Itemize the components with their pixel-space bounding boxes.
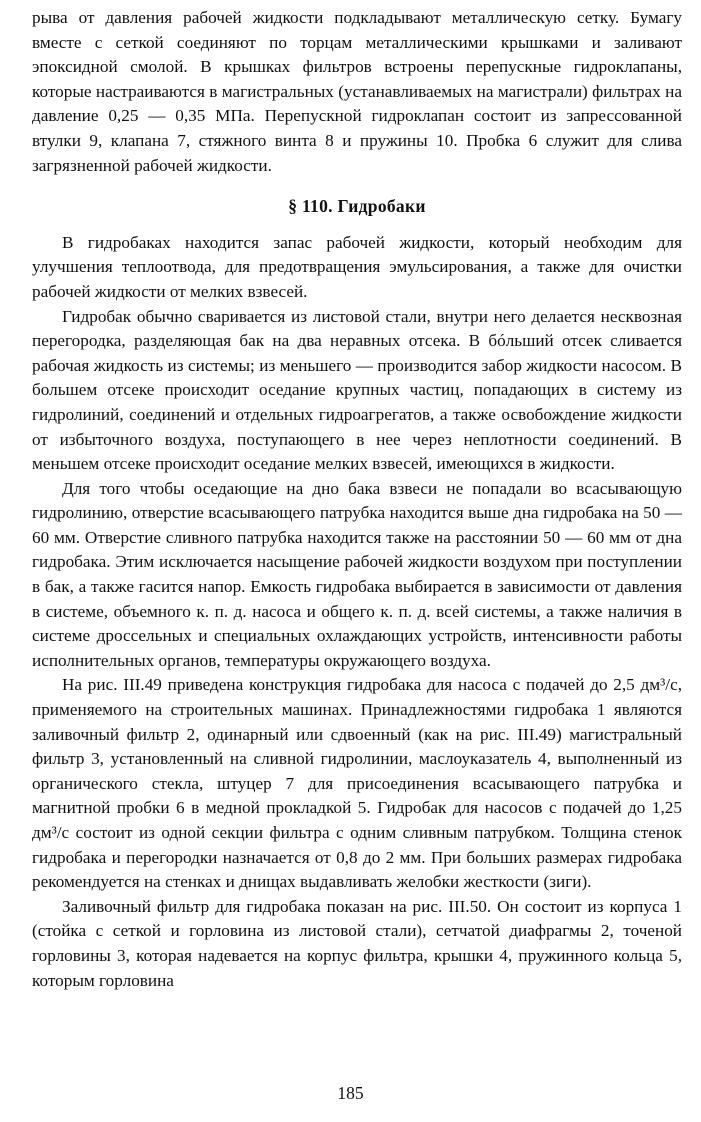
document-page <box>32 6 682 993</box>
paragraph-3: Для того чтобы оседающие на дно бака взвеси не попадали во всасывающую гидролинию, отверстие всасывающего патрубка находится выше дна гидробака на 50 — 60 мм. Отверстие сливного патрубка находится также на расстоянии 50 — 60 мм от дна гидробака. Этим исключается насыщение рабочей жидкости воздухом при поступлении в бак, а также гасится напор. Емкость гидробака выбирается в зависимости от давления в системе, объемного к. п. д. насоса и общего к. п. д. всей системы, а также наличия в системе дроссельных и специальных охлаждающих устройств, интенсивности работы исполнительных органов, температуры окружающего воздуха. <box>32 478 682 670</box>
paragraph-5: Заливочный фильтр для гидробака показан на рис. III.50. Он состоит из корпуса 1 (стойка с сеткой и горловина из листовой стали), сетчатой диафрагмы 2, точеной горловины 3, которая надевается на корпус фильтра, крышки 4, пружинного кольца 5, которым горловина <box>32 896 682 990</box>
section-title: § 110. Гидробаки <box>288 196 426 217</box>
paragraph-continuation: рыва от давления рабочей жидкости подкладывают металлическую сетку. Бумагу вместе с сеткой соединяют по торцам металлическими крышками и заливают эпоксидной смолой. В крышках фильтров встроены перепускные гидроклапаны, которые настраиваются в магистральных (устанавливаемых на магистрали) фильтрах на давление 0,25 — 0,35 МПа. Перепускной гидроклапан состоит из запрессованной втулки 9, клапана 7, стяжного винта 8 и пружины 10. Пробка 6 служит для слива загрязненной рабочей жидкости. <box>32 8 682 175</box>
paragraph-4: На рис. III.49 приведена конструкция гидробака для насоса с подачей до 2,5 дм³/с, применяемого на строительных машинах. Принадлежностями гидробака 1 являются заливочный фильтр 2, одинарный или сдвоенный (как на рис. III.49) магистральный фильтр 3, установленный на сливной гидролинии, маслоуказатель 4, выполненный из органического стекла, штуцер 7 для присоединения всасывающего патрубка и магнитной пробки 6 в медной прокладкой 5. Гидробак для насосов с подачей до 1,25 дм³/с состоит из одной секции фильтра с одним сливным патрубком. Толщина стенок гидробака и перегородки назначается от 0,8 до 2 мм. При больших размерах гидробака рекомендуется на стенках и днищах выдавливать желобки жесткости (зиги). <box>32 675 682 892</box>
paragraph-2: Гидробак обычно сваривается из листовой стали, внутри него делается несквозная перегородка, разделяющая бак на два неравных отсека. В бóльший отсек сливается рабочая жидкость из системы; из меньшего — производится забор жидкости насосом. В большем отсеке происходит оседание крупных частиц, попадающих в систему из гидролиний, соединений и отдельных гидроагрегатов, а также освобождение жидкости от избыточного воздуха, поступающего в нее через неплотности соединений. В меньшем отсеке происходит оседание мелких взвесей, имеющихся в жидкости. <box>32 306 682 474</box>
paragraph-1: В гидробаках находится запас рабочей жидкости, который необходим для улучшения теплоотвода, для предотвращения эмульсирования, а также для очистки рабочей жидкости от мелких взвесей. <box>32 232 682 301</box>
page-number: 185 <box>337 1083 364 1103</box>
